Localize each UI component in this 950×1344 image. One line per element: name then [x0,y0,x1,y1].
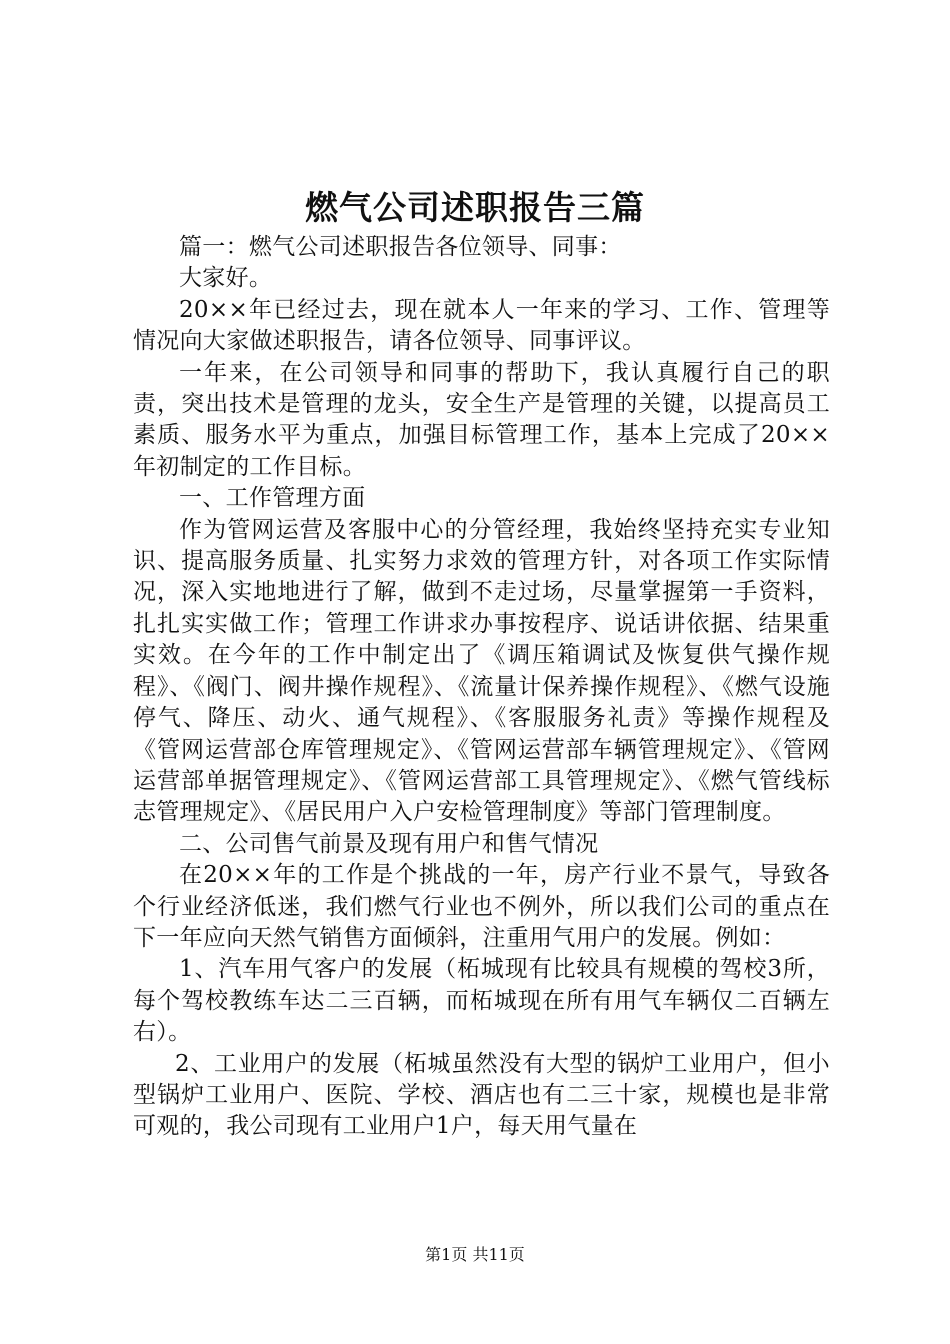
section-heading-work-management: 一、工作管理方面 [179,485,366,512]
document-title: 燃气公司述职报告三篇 [305,188,645,227]
list-item-vehicle-customers: 1、汽车用气客户的发展（柘城现有比较具有规模的驾校3所，每个驾校教练车达二三百辆，而柘城现在所有用气车辆仅二百辆左右）。 [133,956,830,1046]
document-body [133,232,830,1143]
section-heading-gas-sales: 二、公司售气前景及现有用户和售气情况 [179,830,599,857]
paragraph-greeting: 篇一：燃气公司述职报告各位领导、同事： [179,234,622,260]
paragraph-hello: 大家好。 [179,265,273,292]
page-footer: 第1页 共11页 [425,1245,525,1264]
list-item-industrial-customers: 2、工业用户的发展（柘城虽然没有大型的锅炉工业用户，但小型锅炉工业用户、医院、学校、酒店也有二三十家，规模也是非常可观的，我公司现有工业用户1户，每天用气量在 [133,1050,830,1140]
paragraph-summary: 一年来，在公司领导和同事的帮助下，我认真履行自己的职责，突出技术是管理的龙头，安全生产是管理的关键，以提高员工素质、服务水平为重点，加强目标管理工作，基本上完成了20××年初制定的工作目标。 [133,359,830,480]
paragraph-intro: 20××年已经过去，现在就本人一年来的学习、工作、管理等情况向大家做述职报告，请各位领导、同事评议。 [133,296,830,355]
paragraph-gas-sales: 在20××年的工作是个挑战的一年，房产行业不景气，导致各个行业经济低迷，我们燃气行业也不例外，所以我们公司的重点在下一年应向天然气销售方面倾斜，注重用气用户的发展。例如： [133,862,830,951]
paragraph-work-management: 作为管网运营及客服中心的分管经理，我始终坚持充实专业知识、提高服务质量、扎实努力求效的管理方针，对各项工作实际情况，深入实地地进行了解，做到不走过场，尽量掌握第一手资料，扎扎实实做工作；管理工作讲求办事按程序、说话讲依据、结果重实效。在今年的工作中制定出了《调压箱调试及恢复供气操作规程》、《阀门、阀井操作规程》、《流量计保养操作规程》、《燃气设施停气、降压、动火、通气规程》、《客服服务礼责》等操作规程及《管网运营部仓库管理规定》、《管网运营部车辆管理规定》、《管网运营部单据管理规定》、《管网运营部工具管理规定》、《燃气管线标志管理规定》、《居民用户入户安检管理制度》等部门管理制度。 [133,516,830,826]
